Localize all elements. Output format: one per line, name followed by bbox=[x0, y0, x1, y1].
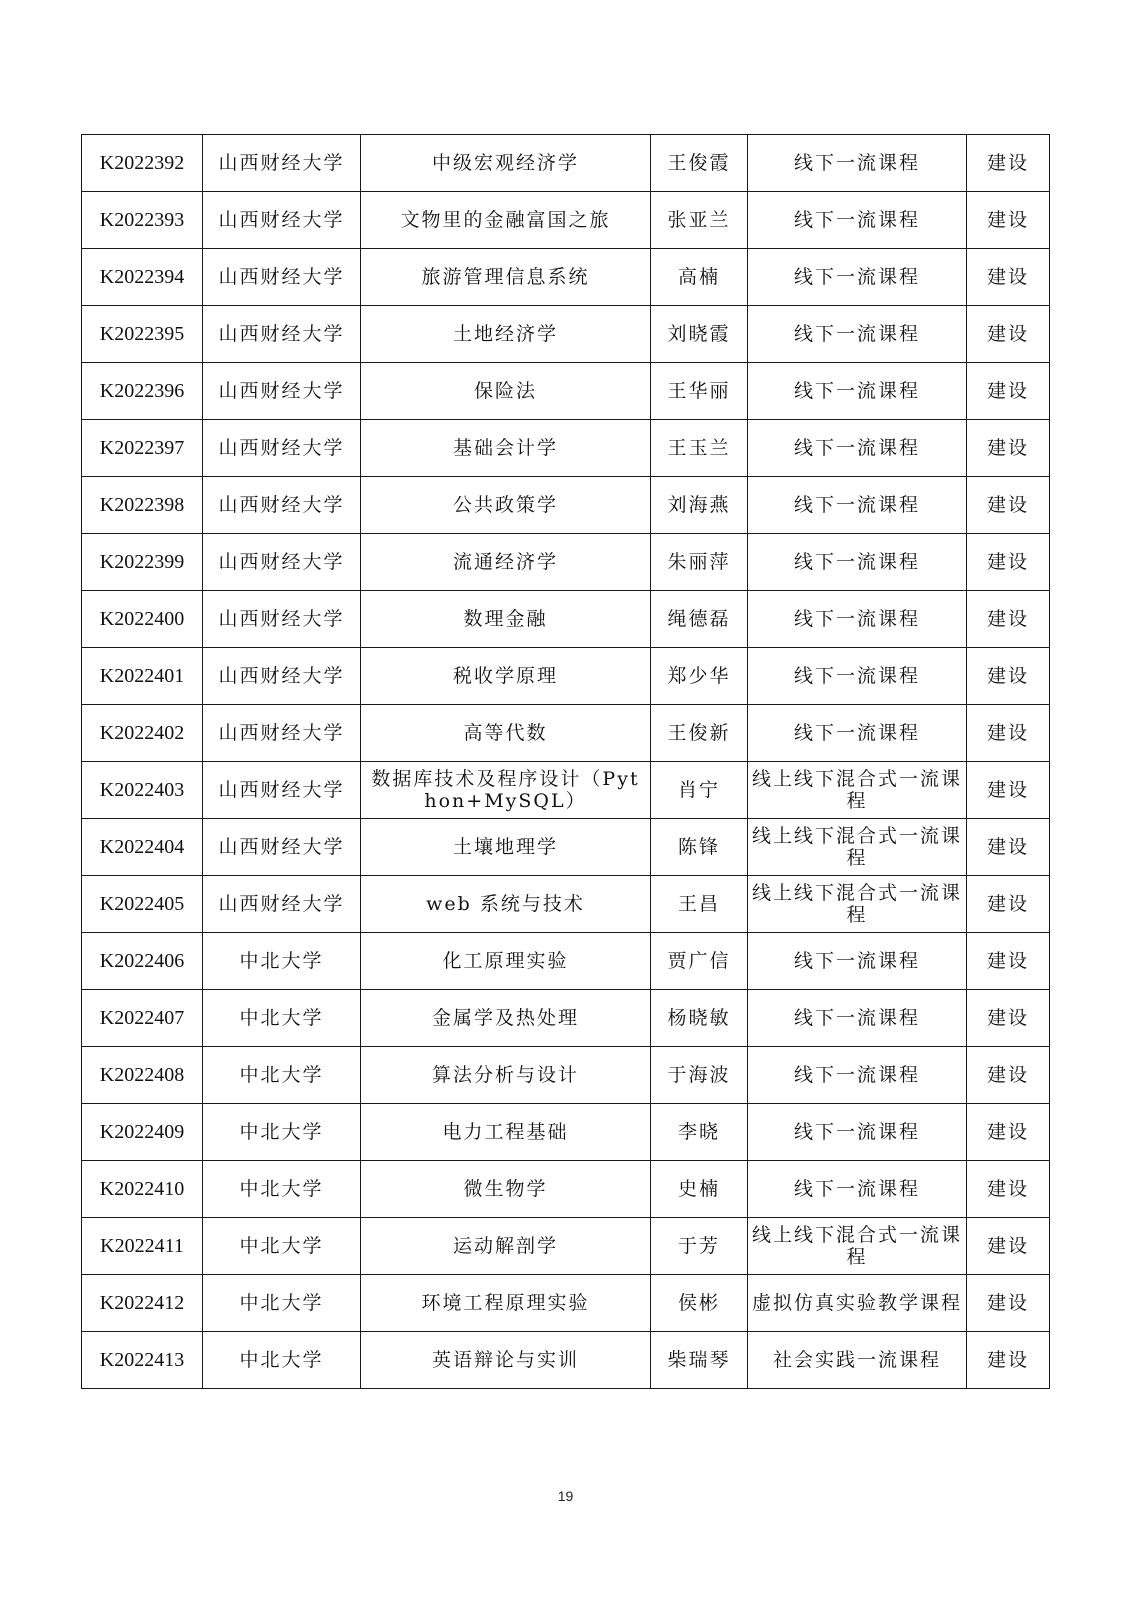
status-cell: 建设 bbox=[967, 1218, 1050, 1275]
course-leader-cell: 绳德磊 bbox=[651, 591, 748, 648]
school-cell: 中北大学 bbox=[203, 1161, 361, 1218]
status-cell: 建设 bbox=[967, 648, 1050, 705]
course-name-cell: 高等代数 bbox=[361, 705, 651, 762]
status-cell: 建设 bbox=[967, 420, 1050, 477]
status-cell: 建设 bbox=[967, 363, 1050, 420]
school-cell: 山西财经大学 bbox=[203, 876, 361, 933]
course-type-cell: 线上线下混合式一流课程 bbox=[748, 819, 967, 876]
course-type-cell: 线下一流课程 bbox=[748, 306, 967, 363]
course-name-cell: 流通经济学 bbox=[361, 534, 651, 591]
table-row bbox=[82, 306, 1050, 363]
course-code-cell: K2022397 bbox=[82, 420, 203, 477]
status-cell: 建设 bbox=[967, 990, 1050, 1047]
course-name-cell: 环境工程原理实验 bbox=[361, 1275, 651, 1332]
course-type-cell: 线下一流课程 bbox=[748, 135, 967, 192]
course-code-cell: K2022407 bbox=[82, 990, 203, 1047]
course-type-cell: 社会实践一流课程 bbox=[748, 1332, 967, 1389]
course-name-cell: 土壤地理学 bbox=[361, 819, 651, 876]
table-row bbox=[82, 363, 1050, 420]
course-type-cell: 线下一流课程 bbox=[748, 1047, 967, 1104]
course-code-cell: K2022410 bbox=[82, 1161, 203, 1218]
course-name-cell: 英语辩论与实训 bbox=[361, 1332, 651, 1389]
course-name-cell: 旅游管理信息系统 bbox=[361, 249, 651, 306]
course-code-cell: K2022401 bbox=[82, 648, 203, 705]
school-cell: 山西财经大学 bbox=[203, 363, 361, 420]
table-row bbox=[82, 420, 1050, 477]
course-type-cell: 线下一流课程 bbox=[748, 192, 967, 249]
course-leader-cell: 王俊新 bbox=[651, 705, 748, 762]
course-name-cell: 土地经济学 bbox=[361, 306, 651, 363]
status-cell: 建设 bbox=[967, 477, 1050, 534]
course-type-cell: 线上线下混合式一流课程 bbox=[748, 876, 967, 933]
course-name-cell: 运动解剖学 bbox=[361, 1218, 651, 1275]
school-cell: 山西财经大学 bbox=[203, 819, 361, 876]
course-code-cell: K2022395 bbox=[82, 306, 203, 363]
status-cell: 建设 bbox=[967, 1161, 1050, 1218]
course-leader-cell: 张亚兰 bbox=[651, 192, 748, 249]
table-row bbox=[82, 591, 1050, 648]
table-row bbox=[82, 1332, 1050, 1389]
course-type-cell: 线下一流课程 bbox=[748, 933, 967, 990]
course-type-cell: 线下一流课程 bbox=[748, 249, 967, 306]
course-leader-cell: 王华丽 bbox=[651, 363, 748, 420]
course-code-cell: K2022398 bbox=[82, 477, 203, 534]
course-name-cell: 中级宏观经济学 bbox=[361, 135, 651, 192]
course-name-cell: 化工原理实验 bbox=[361, 933, 651, 990]
course-type-cell: 线下一流课程 bbox=[748, 420, 967, 477]
course-code-cell: K2022399 bbox=[82, 534, 203, 591]
course-code-cell: K2022406 bbox=[82, 933, 203, 990]
school-cell: 中北大学 bbox=[203, 933, 361, 990]
course-name-cell: 公共政策学 bbox=[361, 477, 651, 534]
status-cell: 建设 bbox=[967, 192, 1050, 249]
table-row bbox=[82, 648, 1050, 705]
course-code-cell: K2022392 bbox=[82, 135, 203, 192]
table-row bbox=[82, 990, 1050, 1047]
table-row bbox=[82, 1275, 1050, 1332]
course-name-cell: 基础会计学 bbox=[361, 420, 651, 477]
course-leader-cell: 肖宁 bbox=[651, 762, 748, 819]
table-row bbox=[82, 705, 1050, 762]
course-leader-cell: 刘海燕 bbox=[651, 477, 748, 534]
course-code-cell: K2022412 bbox=[82, 1275, 203, 1332]
course-leader-cell: 王昌 bbox=[651, 876, 748, 933]
table-row bbox=[82, 534, 1050, 591]
status-cell: 建设 bbox=[967, 819, 1050, 876]
school-cell: 中北大学 bbox=[203, 1275, 361, 1332]
table-row bbox=[82, 1047, 1050, 1104]
school-cell: 山西财经大学 bbox=[203, 192, 361, 249]
course-type-cell: 线下一流课程 bbox=[748, 705, 967, 762]
course-code-cell: K2022411 bbox=[82, 1218, 203, 1275]
course-code-cell: K2022409 bbox=[82, 1104, 203, 1161]
table-row bbox=[82, 933, 1050, 990]
course-leader-cell: 高楠 bbox=[651, 249, 748, 306]
course-name-cell: 算法分析与设计 bbox=[361, 1047, 651, 1104]
school-cell: 中北大学 bbox=[203, 990, 361, 1047]
course-leader-cell: 郑少华 bbox=[651, 648, 748, 705]
course-type-cell: 虚拟仿真实验教学课程 bbox=[748, 1275, 967, 1332]
course-name-cell: web 系统与技术 bbox=[361, 876, 651, 933]
course-leader-cell: 杨晓敏 bbox=[651, 990, 748, 1047]
table-row bbox=[82, 1104, 1050, 1161]
school-cell: 中北大学 bbox=[203, 1047, 361, 1104]
table-row bbox=[82, 135, 1050, 192]
school-cell: 中北大学 bbox=[203, 1332, 361, 1389]
course-name-cell: 文物里的金融富国之旅 bbox=[361, 192, 651, 249]
school-cell: 山西财经大学 bbox=[203, 477, 361, 534]
course-name-cell: 数据库技术及程序设计（Python+MySQL） bbox=[361, 762, 651, 819]
course-leader-cell: 李晓 bbox=[651, 1104, 748, 1161]
course-leader-cell: 王玉兰 bbox=[651, 420, 748, 477]
course-leader-cell: 贾广信 bbox=[651, 933, 748, 990]
school-cell: 山西财经大学 bbox=[203, 249, 361, 306]
school-cell: 中北大学 bbox=[203, 1104, 361, 1161]
status-cell: 建设 bbox=[967, 1047, 1050, 1104]
status-cell: 建设 bbox=[967, 249, 1050, 306]
status-cell: 建设 bbox=[967, 933, 1050, 990]
school-cell: 山西财经大学 bbox=[203, 135, 361, 192]
course-code-cell: K2022408 bbox=[82, 1047, 203, 1104]
school-cell: 山西财经大学 bbox=[203, 591, 361, 648]
page-number: 19 bbox=[557, 1488, 574, 1504]
status-cell: 建设 bbox=[967, 135, 1050, 192]
school-cell: 山西财经大学 bbox=[203, 705, 361, 762]
course-code-cell: K2022403 bbox=[82, 762, 203, 819]
course-type-cell: 线下一流课程 bbox=[748, 534, 967, 591]
course-leader-cell: 侯彬 bbox=[651, 1275, 748, 1332]
course-leader-cell: 陈锋 bbox=[651, 819, 748, 876]
course-name-cell: 数理金融 bbox=[361, 591, 651, 648]
course-code-cell: K2022396 bbox=[82, 363, 203, 420]
course-type-cell: 线下一流课程 bbox=[748, 591, 967, 648]
school-cell: 山西财经大学 bbox=[203, 420, 361, 477]
status-cell: 建设 bbox=[967, 762, 1050, 819]
status-cell: 建设 bbox=[967, 1332, 1050, 1389]
status-cell: 建设 bbox=[967, 306, 1050, 363]
course-name-cell: 电力工程基础 bbox=[361, 1104, 651, 1161]
table-row bbox=[82, 249, 1050, 306]
school-cell: 山西财经大学 bbox=[203, 534, 361, 591]
course-type-cell: 线下一流课程 bbox=[748, 477, 967, 534]
table-row bbox=[82, 762, 1050, 819]
course-leader-cell: 刘晓霞 bbox=[651, 306, 748, 363]
school-cell: 中北大学 bbox=[203, 1218, 361, 1275]
status-cell: 建设 bbox=[967, 534, 1050, 591]
status-cell: 建设 bbox=[967, 876, 1050, 933]
course-leader-cell: 王俊霞 bbox=[651, 135, 748, 192]
course-type-cell: 线上线下混合式一流课程 bbox=[748, 1218, 967, 1275]
course-type-cell: 线下一流课程 bbox=[748, 1161, 967, 1218]
course-name-cell: 税收学原理 bbox=[361, 648, 651, 705]
status-cell: 建设 bbox=[967, 705, 1050, 762]
course-type-cell: 线下一流课程 bbox=[748, 363, 967, 420]
course-leader-cell: 朱丽萍 bbox=[651, 534, 748, 591]
table-row bbox=[82, 876, 1050, 933]
status-cell: 建设 bbox=[967, 591, 1050, 648]
status-cell: 建设 bbox=[967, 1275, 1050, 1332]
course-type-cell: 线下一流课程 bbox=[748, 990, 967, 1047]
course-code-cell: K2022400 bbox=[82, 591, 203, 648]
school-cell: 山西财经大学 bbox=[203, 762, 361, 819]
course-code-cell: K2022402 bbox=[82, 705, 203, 762]
table-row bbox=[82, 819, 1050, 876]
course-leader-cell: 于海波 bbox=[651, 1047, 748, 1104]
course-leader-cell: 史楠 bbox=[651, 1161, 748, 1218]
school-cell: 山西财经大学 bbox=[203, 306, 361, 363]
course-name-cell: 金属学及热处理 bbox=[361, 990, 651, 1047]
status-cell: 建设 bbox=[967, 1104, 1050, 1161]
table-row bbox=[82, 1161, 1050, 1218]
course-code-cell: K2022404 bbox=[82, 819, 203, 876]
table-row bbox=[82, 477, 1050, 534]
school-cell: 山西财经大学 bbox=[203, 648, 361, 705]
course-code-cell: K2022393 bbox=[82, 192, 203, 249]
table-row bbox=[82, 1218, 1050, 1275]
table-row bbox=[82, 192, 1050, 249]
course-type-cell: 线下一流课程 bbox=[748, 648, 967, 705]
course-type-cell: 线上线下混合式一流课程 bbox=[748, 762, 967, 819]
table-body bbox=[82, 135, 1050, 1389]
course-name-cell: 保险法 bbox=[361, 363, 651, 420]
course-type-cell: 线下一流课程 bbox=[748, 1104, 967, 1161]
course-leader-cell: 柴瑞琴 bbox=[651, 1332, 748, 1389]
course-code-cell: K2022405 bbox=[82, 876, 203, 933]
course-name-cell: 微生物学 bbox=[361, 1161, 651, 1218]
course-code-cell: K2022394 bbox=[82, 249, 203, 306]
course-leader-cell: 于芳 bbox=[651, 1218, 748, 1275]
course-code-cell: K2022413 bbox=[82, 1332, 203, 1389]
course-table bbox=[81, 134, 1050, 1389]
